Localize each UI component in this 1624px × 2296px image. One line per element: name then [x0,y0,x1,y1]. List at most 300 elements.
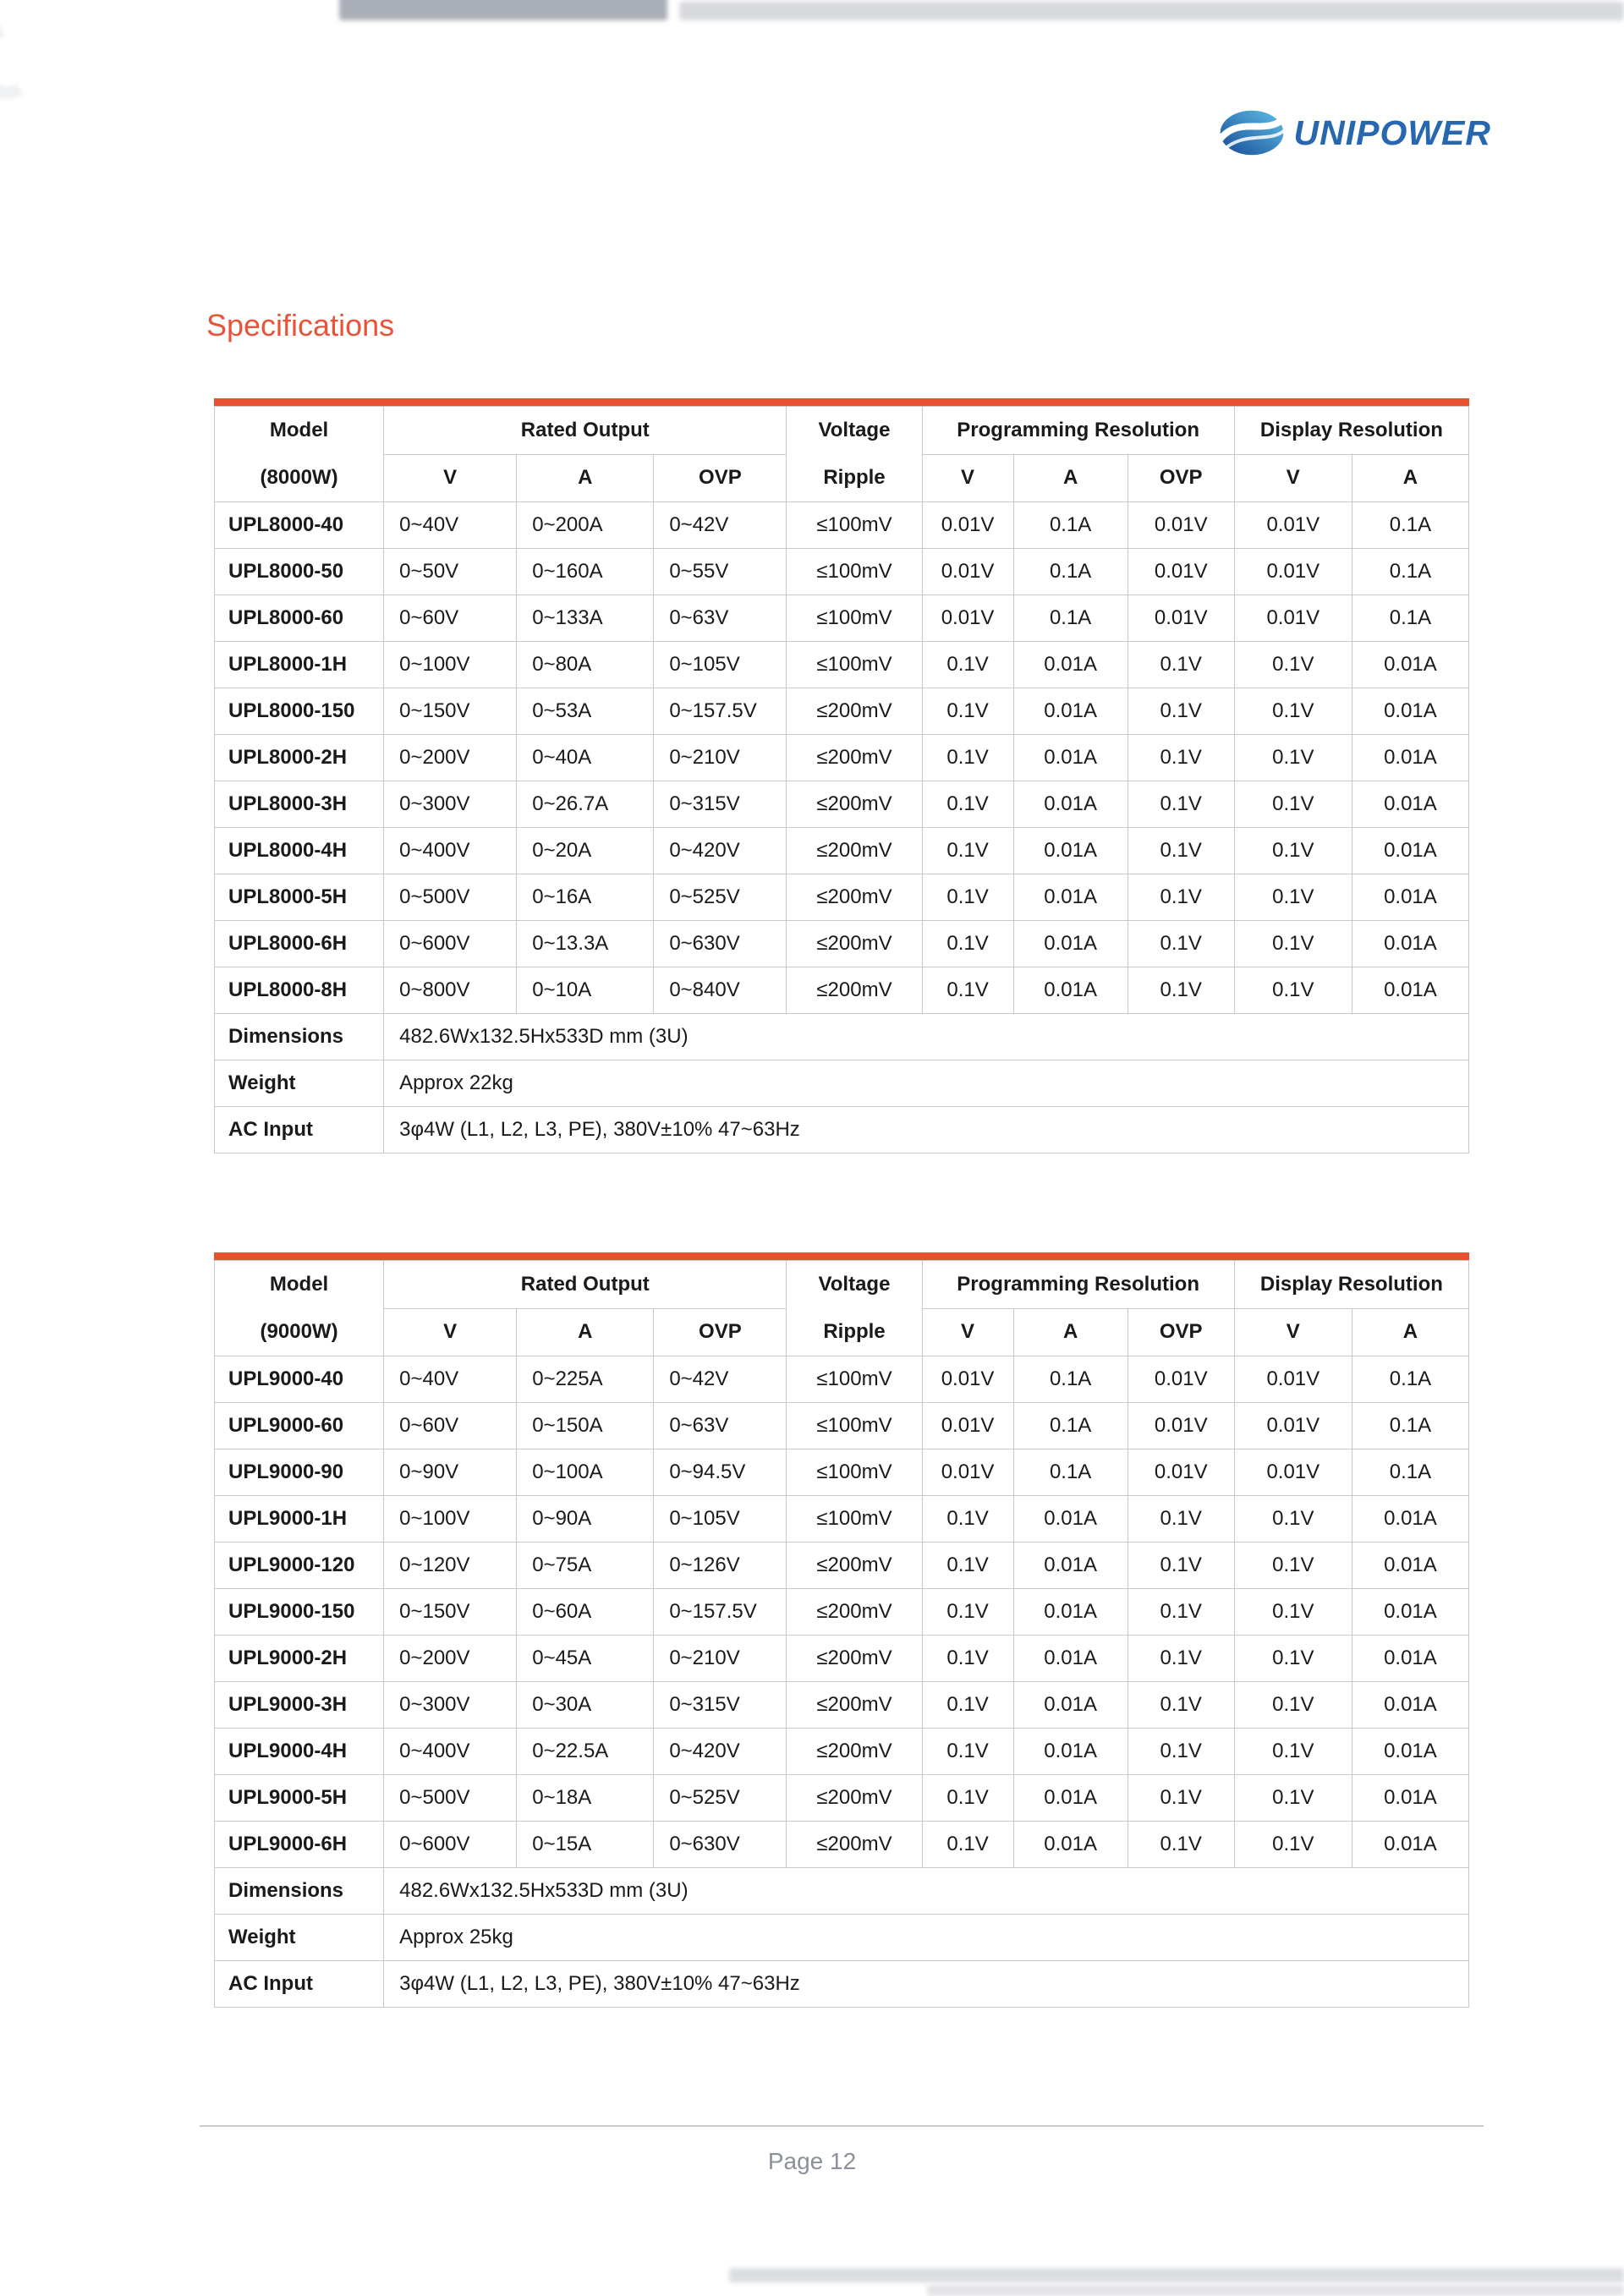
redacted-footer-text-1 [729,2268,1624,2282]
cell-value: 0.01A [1352,1543,1468,1589]
cell-value: 0~126V [654,1543,787,1589]
header-sub-col: OVP [654,454,787,502]
info-label: AC Input [215,1107,384,1153]
spec-row [215,549,1469,595]
cell-value: 0.1A [1013,595,1127,642]
cell-value: 0.01A [1013,1775,1127,1822]
header-display-resolution: Display Resolution [1234,1261,1468,1309]
header-model-title: Model [269,419,329,441]
spec-row [215,1449,1469,1496]
table-body [215,502,1469,1153]
header-model-title: Model [269,1273,329,1296]
cell-value: 0.1A [1352,502,1468,549]
cell-value: 0~55V [654,549,787,595]
header-sub-col: V [1234,1308,1352,1356]
cell-value: 0.01V [1127,1449,1234,1496]
cell-value: 0~600V [384,921,517,967]
cell-value: 0~26.7A [517,781,654,828]
redacted-header-text-2 [679,2,1624,20]
cell-value: 0.1V [1234,735,1352,781]
cell-value: 0.01A [1013,1589,1127,1636]
cell-value: 0.1V [922,921,1013,967]
header-voltage: Voltage [818,1273,891,1296]
cell-value: 0.1V [922,1775,1013,1822]
header-voltage-ripple [787,1261,922,1356]
cell-value: 0~160A [517,549,654,595]
cell-value: 0.01A [1013,781,1127,828]
header-sub-col: A [1352,1308,1468,1356]
cell-value: 0~400V [384,1729,517,1775]
cell-value: 0.1V [1127,967,1234,1014]
info-label: Dimensions [215,1014,384,1060]
header-voltage-ripple [787,407,922,502]
cell-value: 0~157.5V [654,1589,787,1636]
cell-value: 0.1V [922,735,1013,781]
cell-value: 0.01A [1013,1543,1127,1589]
cell-value: 0~20A [517,828,654,874]
cell-value: 0~63V [654,595,787,642]
cell-value: 0.1A [1352,1403,1468,1449]
header-sub-col: A [1013,454,1127,502]
cell-value: 0.1V [1234,1775,1352,1822]
cell-value: 0~100V [384,642,517,688]
cell-value: ≤100mV [787,642,922,688]
cell-model: UPL9000-60 [215,1403,384,1449]
cell-value: 0.1V [1234,1543,1352,1589]
cell-value: 0.1A [1013,1449,1127,1496]
header-model-wattage: (9000W) [260,1320,338,1343]
cell-value: 0.01A [1013,1636,1127,1682]
cell-value: 0.01A [1013,1729,1127,1775]
info-value: 482.6Wx132.5Hx533D mm (3U) [384,1868,1469,1915]
info-label: Dimensions [215,1868,384,1915]
cell-value: 0~15A [517,1822,654,1868]
cell-value: 0.01A [1352,688,1468,735]
cell-value: 0~105V [654,1496,787,1543]
cell-model: UPL8000-50 [215,549,384,595]
spec-row [215,828,1469,874]
cell-value: 0.1A [1013,1356,1127,1403]
header-programming-resolution: Programming Resolution [922,1261,1234,1309]
cell-value: 0~315V [654,1682,787,1729]
cell-value: 0.1V [1127,1775,1234,1822]
header-rated-output: Rated Output [384,1261,787,1309]
cell-value: 0~800V [384,967,517,1014]
cell-value: 0.01V [1234,1403,1352,1449]
cell-value: ≤100mV [787,549,922,595]
cell-value: 0.01A [1352,781,1468,828]
cell-value: 0~120V [384,1543,517,1589]
cell-value: 0.1V [1234,1636,1352,1682]
header-model [215,1261,384,1356]
info-row [215,1107,1469,1153]
cell-model: UPL8000-5H [215,874,384,921]
cell-model: UPL9000-6H [215,1822,384,1868]
cell-model: UPL9000-5H [215,1775,384,1822]
cell-model: UPL9000-4H [215,1729,384,1775]
cell-value: 0.1A [1013,502,1127,549]
spec-row [215,967,1469,1014]
spec-row [215,1636,1469,1682]
cell-model: UPL9000-1H [215,1496,384,1543]
header-ripple: Ripple [823,1320,886,1343]
cell-value: 0.01V [922,1403,1013,1449]
cell-value: ≤100mV [787,595,922,642]
cell-value: 0.1A [1013,1403,1127,1449]
info-value: 482.6Wx132.5Hx533D mm (3U) [384,1014,1469,1060]
cell-value: 0~133A [517,595,654,642]
cell-value: 0.01A [1352,1822,1468,1868]
cell-value: 0.1V [922,688,1013,735]
cell-value: 0~42V [654,502,787,549]
cell-value: 0.01A [1013,828,1127,874]
header-sub-col: A [517,1308,654,1356]
cell-value: 0.01A [1013,688,1127,735]
cell-value: ≤200mV [787,1589,922,1636]
cell-value: ≤200mV [787,967,922,1014]
cell-value: 0.01A [1352,874,1468,921]
cell-value: 0~525V [654,1775,787,1822]
cell-value: 0.1V [922,1729,1013,1775]
cell-model: UPL9000-2H [215,1636,384,1682]
cell-value: 0.01A [1013,1496,1127,1543]
cell-value: ≤200mV [787,781,922,828]
cell-value: 0.01V [1127,502,1234,549]
cell-value: 0.01A [1013,735,1127,781]
info-row [215,1915,1469,1961]
cell-value: 0.1V [1234,1729,1352,1775]
cell-value: 0.01V [1127,1356,1234,1403]
footer-divider [200,2125,1484,2127]
cell-value: 0~500V [384,874,517,921]
cell-value: 0.01A [1352,642,1468,688]
cell-value: 0~100A [517,1449,654,1496]
info-label: AC Input [215,1961,384,2008]
cell-value: 0~50V [384,549,517,595]
table-body [215,1356,1469,2008]
cell-value: ≤200mV [787,735,922,781]
cell-model: UPL8000-40 [215,502,384,549]
header-sub-col: OVP [1127,1308,1234,1356]
cell-value: 0~630V [654,1822,787,1868]
cell-value: 0~200A [517,502,654,549]
cell-value: 0.01V [1234,595,1352,642]
cell-value: 0~157.5V [654,688,787,735]
cell-value: 0.01V [1234,1356,1352,1403]
redacted-header-text-1 [339,0,667,20]
cell-value: 0~10A [517,967,654,1014]
cell-value: 0.1V [1127,874,1234,921]
cell-value: 0.01V [922,1356,1013,1403]
info-value: Approx 25kg [384,1915,1469,1961]
spec-row [215,735,1469,781]
cell-value: 0.1A [1352,595,1468,642]
spec-row [215,921,1469,967]
cell-value: 0.01A [1013,1682,1127,1729]
spec-row [215,1775,1469,1822]
header-sub-col: V [384,1308,517,1356]
cell-value: 0.01A [1352,1682,1468,1729]
cell-value: 0~40V [384,1356,517,1403]
cell-value: 0~45A [517,1636,654,1682]
header-sub-col: A [517,454,654,502]
header-sub-col: OVP [1127,454,1234,502]
cell-model: UPL8000-6H [215,921,384,967]
cell-value: 0.1A [1352,1449,1468,1496]
cell-value: 0.1V [922,1543,1013,1589]
cell-value: 0.1V [922,1636,1013,1682]
cell-value: 0.01A [1352,828,1468,874]
cell-value: 0~22.5A [517,1729,654,1775]
cell-value: 0~400V [384,828,517,874]
header-row-1 [215,407,1469,455]
cell-value: 0~150V [384,688,517,735]
cell-value: 0.01A [1352,1775,1468,1822]
header-display-resolution: Display Resolution [1234,407,1468,455]
table-accent-bar [214,398,1469,406]
cell-value: 0~420V [654,828,787,874]
cell-value: 0~210V [654,1636,787,1682]
cell-value: ≤200mV [787,1822,922,1868]
spec-row [215,642,1469,688]
cell-value: 0~600V [384,1822,517,1868]
cell-value: 0.1V [1127,1543,1234,1589]
logo-swoosh-icon [1218,107,1286,159]
corner-watermark-swoosh [0,10,55,107]
header-sub-col: V [922,1308,1013,1356]
info-label: Weight [215,1060,384,1107]
cell-model: UPL8000-8H [215,967,384,1014]
cell-value: 0~150V [384,1589,517,1636]
page-title: Specifications [206,308,395,342]
cell-value: 0.1A [1352,1356,1468,1403]
cell-value: 0.01A [1352,1729,1468,1775]
cell-value: ≤200mV [787,1636,922,1682]
header-sub-col: V [1234,454,1352,502]
cell-value: 0~63V [654,1403,787,1449]
cell-value: 0.1V [922,642,1013,688]
header-model [215,407,384,502]
cell-value: ≤200mV [787,688,922,735]
cell-value: 0.1V [1127,1729,1234,1775]
cell-value: 0~40V [384,502,517,549]
cell-model: UPL8000-3H [215,781,384,828]
cell-value: 0.1V [1127,1636,1234,1682]
cell-value: 0.1V [1127,1822,1234,1868]
cell-value: 0.1V [922,1822,1013,1868]
info-row [215,1868,1469,1915]
cell-value: ≤100mV [787,1356,922,1403]
cell-value: 0~53A [517,688,654,735]
header-sub-col: V [922,454,1013,502]
cell-value: 0.1V [1234,1589,1352,1636]
cell-value: 0.1V [922,874,1013,921]
cell-model: UPL8000-60 [215,595,384,642]
cell-value: 0.1V [1234,967,1352,1014]
cell-value: 0.1V [1127,921,1234,967]
cell-value: 0.1V [1234,921,1352,967]
header-row-1 [215,1261,1469,1309]
cell-value: ≤200mV [787,1729,922,1775]
cell-value: 0~150A [517,1403,654,1449]
redacted-footer-text-2 [927,2285,1624,2296]
cell-value: 0~75A [517,1543,654,1589]
spec-table-section-9000w [214,1252,1469,2008]
cell-value: 0.1V [1234,1682,1352,1729]
cell-value: 0.1V [1234,688,1352,735]
table-accent-bar [214,1252,1469,1260]
spec-row [215,1496,1469,1543]
cell-value: 0.1V [1127,1589,1234,1636]
spec-row [215,1543,1469,1589]
cell-value: 0~210V [654,735,787,781]
cell-value: ≤100mV [787,502,922,549]
cell-value: 0.1V [1234,1822,1352,1868]
spec-row [215,781,1469,828]
cell-value: 0.1V [1127,781,1234,828]
info-value: 3φ4W (L1, L2, L3, PE), 380V±10% 47~63Hz [384,1107,1469,1153]
cell-value: 0.1V [1127,1496,1234,1543]
cell-value: 0.1V [922,828,1013,874]
table-head [215,407,1469,502]
cell-value: 0~300V [384,781,517,828]
cell-value: 0.01A [1352,1589,1468,1636]
spec-row [215,1589,1469,1636]
cell-value: 0.1V [1127,688,1234,735]
cell-value: 0~18A [517,1775,654,1822]
header-sub-col: OVP [654,1308,787,1356]
cell-model: UPL8000-150 [215,688,384,735]
spec-row [215,502,1469,549]
cell-value: 0~42V [654,1356,787,1403]
info-value: 3φ4W (L1, L2, L3, PE), 380V±10% 47~63Hz [384,1961,1469,2008]
info-row [215,1961,1469,2008]
cell-value: 0~525V [654,874,787,921]
spec-row [215,1822,1469,1868]
header-ripple: Ripple [823,466,886,489]
cell-value: 0.1V [1127,642,1234,688]
cell-value: 0.01A [1013,874,1127,921]
spec-row [215,1729,1469,1775]
cell-value: 0~100V [384,1496,517,1543]
cell-value: 0.01A [1013,921,1127,967]
header-rated-output: Rated Output [384,407,787,455]
cell-value: 0~420V [654,1729,787,1775]
cell-value: 0~105V [654,642,787,688]
cell-value: 0.01A [1352,735,1468,781]
cell-value: 0.01V [1127,595,1234,642]
logo-brand-text: UNIPOWER [1293,112,1491,152]
cell-value: 0.01V [1234,549,1352,595]
info-row [215,1014,1469,1060]
unipower-logo [1218,107,1492,159]
table-head [215,1261,1469,1356]
cell-value: 0.01A [1013,1822,1127,1868]
cell-value: ≤200mV [787,1775,922,1822]
info-row [215,1060,1469,1107]
cell-value: 0.01A [1352,967,1468,1014]
header-sub-col: A [1013,1308,1127,1356]
cell-value: 0~13.3A [517,921,654,967]
header-model-wattage: (8000W) [260,466,338,489]
cell-value: 0~200V [384,735,517,781]
cell-value: 0~94.5V [654,1449,787,1496]
cell-value: 0.1V [1234,1496,1352,1543]
cell-value: 0.01A [1352,921,1468,967]
cell-value: 0~60V [384,595,517,642]
cell-value: 0.1V [1234,642,1352,688]
cell-value: 0.1V [1234,874,1352,921]
cell-value: 0~225A [517,1356,654,1403]
cell-model: UPL9000-40 [215,1356,384,1403]
header-sub-col: V [384,454,517,502]
cell-value: 0.1V [1234,828,1352,874]
cell-value: ≤100mV [787,1403,922,1449]
cell-value: 0~30A [517,1682,654,1729]
cell-value: 0.1V [1234,781,1352,828]
cell-model: UPL8000-4H [215,828,384,874]
cell-value: 0.1V [1127,1682,1234,1729]
header-programming-resolution: Programming Resolution [922,407,1234,455]
cell-value: 0.1V [1127,735,1234,781]
spec-table-9000w [214,1260,1469,2008]
cell-value: 0.1V [922,967,1013,1014]
cell-value: 0.1A [1352,549,1468,595]
cell-value: 0~90V [384,1449,517,1496]
spec-table-section-8000w [214,398,1469,1153]
cell-value: ≤200mV [787,874,922,921]
cell-value: 0.1V [922,1496,1013,1543]
cell-value: ≤200mV [787,828,922,874]
cell-value: 0~300V [384,1682,517,1729]
header-sub-col: A [1352,454,1468,502]
cell-value: ≤200mV [787,1682,922,1729]
cell-value: 0.01V [1127,1403,1234,1449]
cell-value: 0.01A [1352,1496,1468,1543]
header-voltage: Voltage [818,419,891,441]
cell-value: 0.1V [1127,828,1234,874]
cell-value: 0~200V [384,1636,517,1682]
cell-value: 0~80A [517,642,654,688]
cell-value: 0.01V [922,595,1013,642]
cell-value: 0~500V [384,1775,517,1822]
cell-value: 0.1V [922,781,1013,828]
cell-model: UPL9000-150 [215,1589,384,1636]
page-number: Page 12 [767,2148,857,2174]
cell-value: ≤200mV [787,921,922,967]
cell-model: UPL9000-90 [215,1449,384,1496]
cell-model: UPL8000-2H [215,735,384,781]
cell-model: UPL8000-1H [215,642,384,688]
info-value: Approx 22kg [384,1060,1469,1107]
cell-value: 0.01V [1234,502,1352,549]
cell-value: 0.01A [1013,967,1127,1014]
cell-value: 0~60V [384,1403,517,1449]
cell-value: 0~16A [517,874,654,921]
cell-value: 0.01V [922,502,1013,549]
cell-model: UPL9000-3H [215,1682,384,1729]
spec-row [215,1356,1469,1403]
cell-value: 0~40A [517,735,654,781]
cell-value: 0~90A [517,1496,654,1543]
cell-model: UPL9000-120 [215,1543,384,1589]
cell-value: 0.01A [1013,642,1127,688]
cell-value: 0.1A [1013,549,1127,595]
spec-row [215,595,1469,642]
cell-value: 0.01V [922,549,1013,595]
cell-value: 0.01V [1234,1449,1352,1496]
cell-value: 0.1V [922,1682,1013,1729]
